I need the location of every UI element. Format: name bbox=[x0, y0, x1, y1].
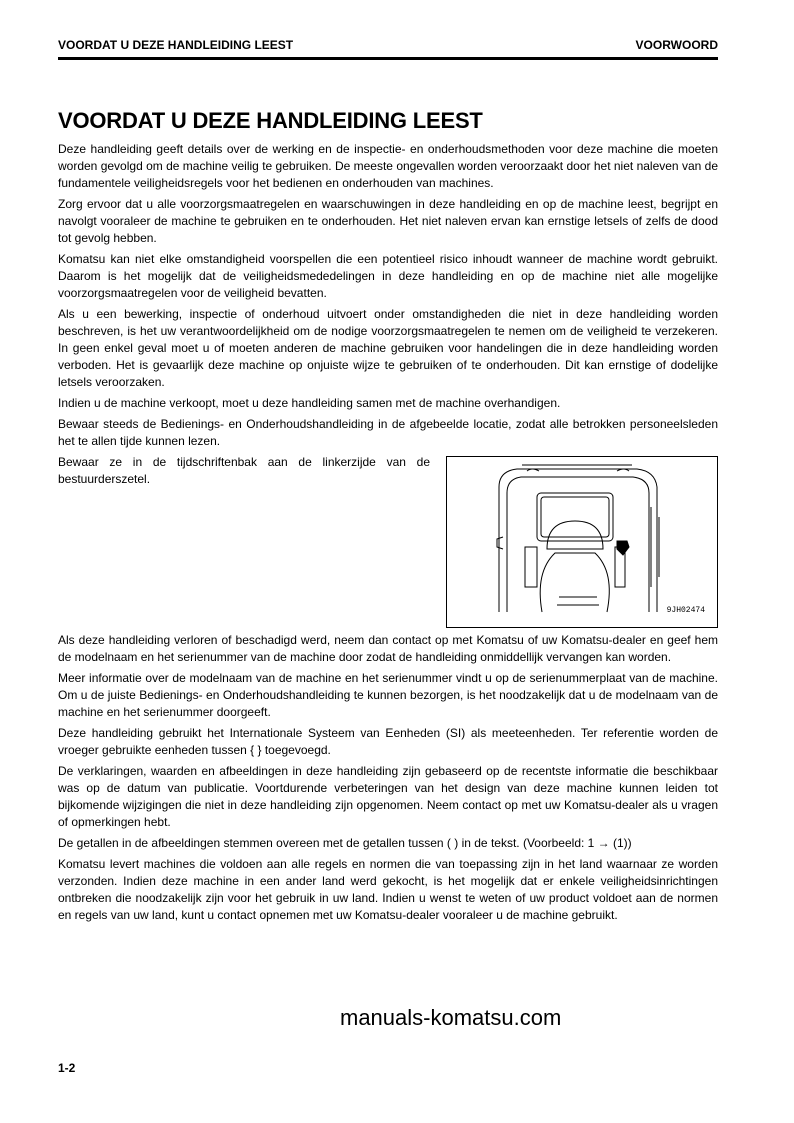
header-chapter: VOORWOORD bbox=[635, 38, 718, 52]
paragraph: De getallen in de afbeeldingen stemmen overeen met de getallen tussen ( ) in de tekst. (Voorbeeld: 1 → (1)) bbox=[58, 836, 632, 850]
figure-section bbox=[58, 454, 718, 628]
paragraph: De verklaringen, waarden en afbeeldingen in deze handleiding zijn gebaseerd op de recentste informatie die beschikbaar was op de datum van publicatie. Voortdurende verbeteringen van het design van deze machine kunnen leiden tot bijkomende wijzigingen die niet in deze handleiding zijn opgenomen. Neem contact op met uw Komatsu-dealer als u vragen of opmerkingen hebt. bbox=[58, 764, 718, 829]
paragraph: Deze handleiding geeft details over de werking en de inspectie- en onderhoudsmethoden voor deze machine die moeten worden gevolgd om de machine veilig te gebruiken. De meeste ongevallen worden veroorzaakt door het niet naleven van de fundamentele veiligheidsregels voor het bedienen en onderhouden van machines. bbox=[58, 142, 718, 190]
cab-illustration bbox=[446, 456, 718, 628]
page-header bbox=[58, 38, 718, 60]
operator-cab-drawing bbox=[447, 457, 717, 627]
paragraph: Komatsu levert machines die voldoen aan alle regels en normen die van toepassing zijn in het land waarnaar ze worden verzonden. Indien deze machine in een ander land werd gekocht, is het mogelijk dat er enkele veiligheidsinrichtingen ontbreken die noodzakelijk zijn voor het gebruik in uw land. Indien u wenst te weten of uw product voldoet aan de normen en regels van uw land, kunt u contact opnemen met uw Komatsu-dealer vooraleer u de machine gebruikt. bbox=[58, 857, 718, 922]
watermark: manuals-komatsu.com bbox=[340, 1005, 562, 1030]
paragraph: Zorg ervoor dat u alle voorzorgsmaatregelen en waarschuwingen in deze handleiding en op de machine leest, begrijpt en navolgt vooraleer de machine te gebruiken en te onderhouden. Het niet naleven ervan kan ernstige letsels of zelfs de dood tot gevolg hebben. bbox=[58, 197, 718, 245]
paragraph: Als deze handleiding verloren of beschadigd werd, neem dan contact op met Komatsu of uw Komatsu-dealer en geef hem de modelnaam en het serienummer van de machine door zodat de handleiding onmiddellijk vervangen kan worden. bbox=[58, 633, 718, 664]
page-title: VOORDAT U DEZE HANDLEIDING LEEST bbox=[58, 108, 483, 133]
paragraph: Indien u de machine verkoopt, moet u deze handleiding samen met de machine overhandigen. bbox=[58, 396, 561, 410]
paragraph: Meer informatie over de modelnaam van de machine en het serienummer vindt u op de serienummerplaat van de machine. Om u de juiste Bedienings- en Onderhoudshandleiding te kunnen bezorgen, is het noodzakelijk dat u de modelnaam van de machine en het serienummer doorgeeft. bbox=[58, 671, 718, 719]
paragraph: Komatsu kan niet elke omstandigheid voorspellen die een potentieel risico inhoudt wanneer de machine wordt gebruikt. Daarom is het mogelijk dat de veiligheidsmededelingen in deze handleiding en op de machine niet alle mogelijke voorzorgsmaatregelen voor de veiligheid bevatten. bbox=[58, 252, 718, 300]
paragraph: Bewaar steeds de Bedienings- en Onderhoudshandleiding in de afgebeelde locatie, zodat alle betrokken personeelsleden het te allen tijde kunnen lezen. bbox=[58, 417, 718, 448]
page-number: 1-2 bbox=[58, 1061, 76, 1075]
document-body bbox=[58, 141, 718, 928]
paragraph: Als u een bewerking, inspectie of onderhoud uitvoert onder omstandigheden die niet in deze handleiding worden beschreven, is het uw verantwoordelijkheid om de nodige voorzorgsmaatregelen te nemen om de veiligheid te verzekeren. In geen enkel geval moet u of moeten anderen de machine gebruiken voor handelingen die in deze handleiding worden verboden. Het is gevaarlijk deze machine op onjuiste wijze te gebruiken of te onderhouden. Dit kan ernstige of dodelijke letsels veroorzaken. bbox=[58, 307, 718, 389]
figure-paragraph: Bewaar ze in de tijdschriftenbak aan de linkerzijde van de bestuurderszetel. bbox=[58, 455, 430, 486]
header-section-title: VOORDAT U DEZE HANDLEIDING LEEST bbox=[58, 38, 294, 52]
paragraph: Deze handleiding gebruikt het Internationale Systeem van Eenheden (SI) als meeteenheden. Ter referentie worden de vroeger gebruikte eenheden tussen { } toegevoegd. bbox=[58, 726, 718, 757]
figure-id: 9JH02474 bbox=[666, 606, 705, 615]
